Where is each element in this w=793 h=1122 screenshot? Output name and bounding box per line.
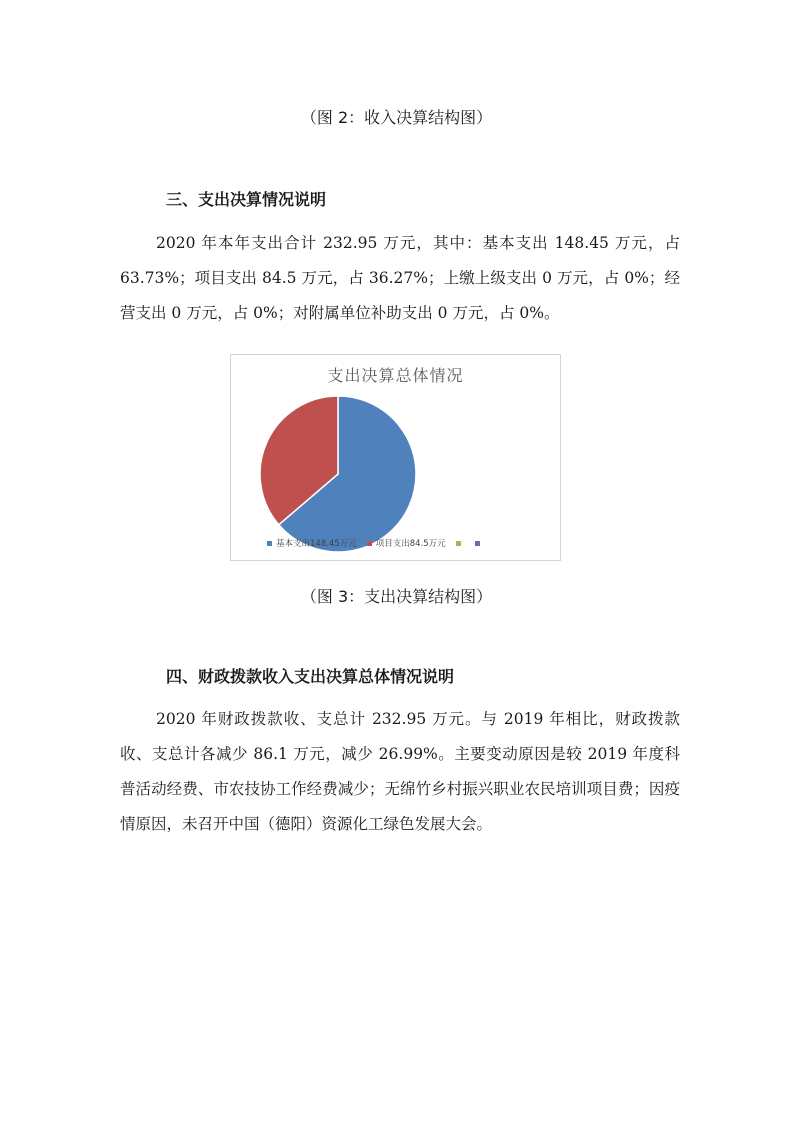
legend-item-2	[456, 541, 465, 546]
chart-legend	[267, 536, 494, 550]
pie-chart-svg	[231, 355, 562, 562]
legend-item-1	[367, 537, 446, 549]
legend-swatch-2	[456, 541, 461, 546]
section-4-paragraph	[120, 702, 680, 842]
legend-swatch-3	[475, 541, 480, 546]
section-4-heading: 四、财政拨款收入支出决算总体情况说明	[166, 667, 455, 686]
legend-item-3	[475, 541, 484, 546]
section-3-paragraph-text: 2020 年本年支出合计 232.95 万元，其中：基本支出 148.45 万元，占 63.73%；项目支出 84.5 万元，占 36.27%；上缴上级支出 0 万元，占 0%；经营支出 0 万元，占 0%；对附属单位补助支出 0 万元，占 0%。	[120, 234, 680, 322]
legend-swatch-0	[267, 541, 272, 546]
chart-title: 支出决算总体情况	[327, 366, 464, 385]
legend-item-0	[267, 537, 357, 549]
section-3-heading: 三、支出决算情况说明	[166, 190, 327, 209]
figure-3-caption: （图 3：支出决算结构图）	[300, 587, 493, 606]
legend-swatch-1	[367, 541, 372, 546]
expenditure-pie-chart	[230, 354, 561, 561]
section-3-paragraph	[120, 226, 680, 331]
section-4-paragraph-text: 2020 年财政拨款收、支总计 232.95 万元。与 2019 年相比，财政拨款收、支总计各减少 86.1 万元，减少 26.99%。主要变动原因是较 2019 年度科普活动经费、市农技协工作经费减少；无绵竹乡村振兴职业农民培训项目费；因疫情原因，未召开中国（德阳）资源化工绿色发展大会。	[120, 710, 680, 833]
legend-label-1: 项目支出84.5万元	[375, 539, 446, 549]
figure-2-caption: （图 2：收入决算结构图）	[300, 108, 493, 127]
legend-label-0: 基本支出148.45万元	[276, 539, 357, 549]
